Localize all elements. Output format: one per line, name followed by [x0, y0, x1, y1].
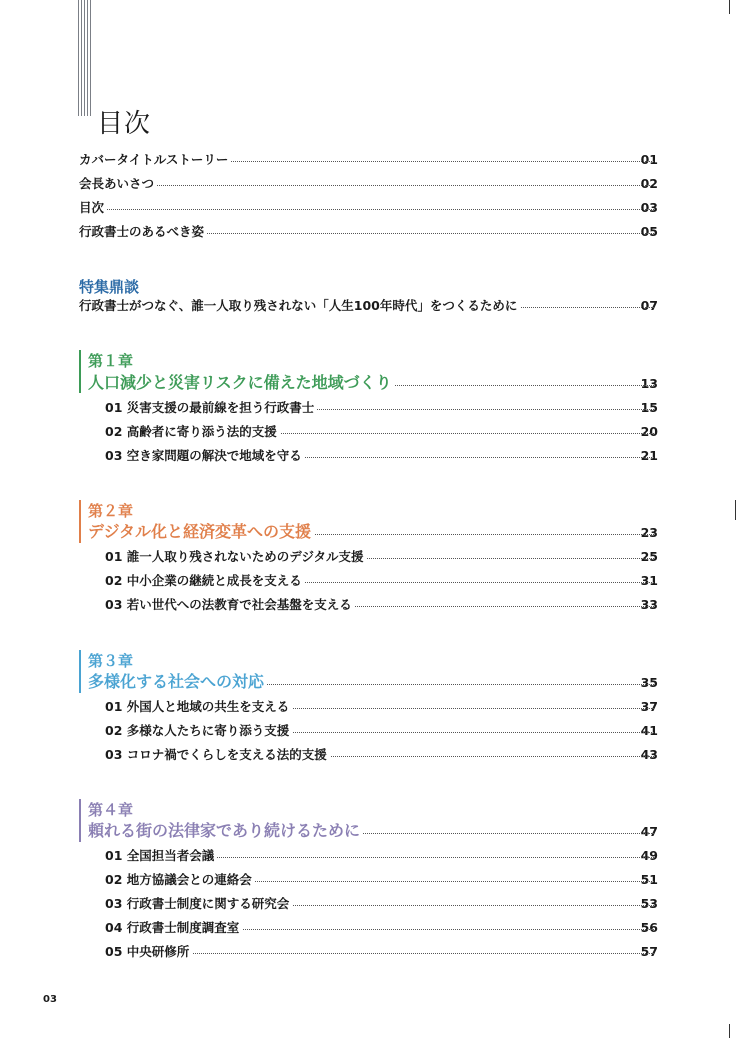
toc-entry-label: 02 多様な人たちに寄り添う支援: [105, 721, 292, 741]
special-heading: 特集鼎談: [79, 278, 140, 296]
toc-entry-label: 02 高齢者に寄り添う法的支援: [105, 422, 280, 442]
toc-entry[interactable]: [0, 422, 740, 442]
chapter-2-number: 第２章: [88, 502, 134, 520]
toc-entry-label: 03 空き家問題の解決で地域を守る: [105, 446, 305, 466]
toc-entry[interactable]: [0, 174, 740, 194]
header-decoration: [78, 0, 92, 116]
toc-entry[interactable]: [0, 150, 740, 170]
chapter-1-title: 人口減少と災害リスクに備えた地域づくり: [88, 372, 395, 394]
toc-entry-label: 01 外国人と地域の共生を支える: [105, 697, 292, 717]
toc-entry-page: 33: [640, 597, 658, 612]
toc-entry-page: 56: [640, 920, 658, 935]
toc-entry-page: 07: [640, 298, 658, 313]
toc-entry[interactable]: [0, 446, 740, 466]
toc-entry-page: 15: [640, 400, 658, 415]
toc-entry-page: 43: [640, 747, 658, 762]
toc-entry-page: 01: [640, 152, 658, 167]
toc-entry-page: 20: [640, 424, 658, 439]
chapter-1-heading[interactable]: [0, 372, 740, 394]
toc-entry[interactable]: [0, 846, 740, 866]
toc-entry-label: 01 全国担当者会議: [105, 846, 217, 866]
toc-entry[interactable]: [0, 547, 740, 567]
chapter-3-heading[interactable]: [0, 671, 740, 693]
toc-entry-label: カバータイトルストーリー: [79, 150, 231, 170]
dot-leader: [100, 209, 654, 210]
toc-entry[interactable]: [0, 870, 740, 890]
toc-entry-label: 02 地方協議会との連絡会: [105, 870, 255, 890]
chapter-2-title: デジタル化と経済変革への支援: [88, 521, 314, 543]
toc-entry[interactable]: [0, 697, 740, 717]
toc-entry[interactable]: [0, 942, 740, 962]
page-number: 03: [43, 994, 57, 1005]
toc-entry-page: 21: [640, 448, 658, 463]
page-title: 目次: [97, 109, 152, 140]
toc-entry-page: 57: [640, 944, 658, 959]
toc-entry-page: 25: [640, 549, 658, 564]
toc-entry-page: 31: [640, 573, 658, 588]
chapter-4-title: 頼れる街の法律家であり続けるために: [88, 820, 363, 842]
toc-entry-page: 05: [640, 224, 658, 239]
toc-entry-label: 03 若い世代への法教育で社会基盤を支える: [105, 595, 355, 615]
toc-entry-page: 23: [640, 525, 658, 540]
toc-entry-page: 53: [640, 896, 658, 911]
toc-entry-page: 35: [640, 675, 658, 690]
toc-entry[interactable]: [0, 398, 740, 418]
toc-entry-page: 47: [640, 824, 658, 839]
toc-entry-label: 目次: [79, 198, 107, 218]
toc-entry-label: 03 行政書士制度に関する研究会: [105, 894, 292, 914]
chapter-2-heading[interactable]: [0, 521, 740, 543]
toc-entry[interactable]: [0, 745, 740, 765]
toc-entry-label: 03 コロナ禍でくらしを支える法的支援: [105, 745, 330, 765]
toc-entry-page: 02: [640, 176, 658, 191]
toc-entry-label: 行政書士がつなぐ、誰一人取り残されない「人生100年時代」をつくるために: [79, 296, 520, 316]
toc-entry-label: 会長あいさつ: [79, 174, 157, 194]
chapter-4-number: 第４章: [88, 801, 134, 819]
chapter-4-heading[interactable]: [0, 820, 740, 842]
toc-entry-page: 41: [640, 723, 658, 738]
crop-mark: [735, 500, 736, 520]
crop-mark: [729, 1024, 730, 1038]
toc-entry-label: 01 誰一人取り残されないためのデジタル支援: [105, 547, 367, 567]
crop-mark: [729, 0, 730, 14]
chapter-3-title: 多様化する社会への対応: [88, 671, 267, 693]
toc-entry[interactable]: [0, 918, 740, 938]
toc-entry-page: 49: [640, 848, 658, 863]
toc-entry-page: 51: [640, 872, 658, 887]
toc-entry-page: 13: [640, 376, 658, 391]
toc-entry[interactable]: [0, 222, 740, 242]
toc-entry[interactable]: [0, 296, 740, 316]
chapter-3-number: 第３章: [88, 652, 134, 670]
dot-leader: [100, 185, 654, 186]
toc-entry-page: 03: [640, 200, 658, 215]
dot-leader: [120, 953, 654, 954]
toc-entry-label: 01 災害支援の最前線を担う行政書士: [105, 398, 317, 418]
toc-entry-label: 04 行政書士制度調査室: [105, 918, 242, 938]
toc-entry[interactable]: [0, 721, 740, 741]
toc-entry-label: 02 中小企業の継続と成長を支える: [105, 571, 305, 591]
toc-entry-page: 37: [640, 699, 658, 714]
toc-entry[interactable]: [0, 571, 740, 591]
chapter-1-number: 第１章: [88, 352, 134, 370]
toc-entry[interactable]: [0, 595, 740, 615]
toc-entry[interactable]: [0, 894, 740, 914]
toc-entry-label: 行政書士のあるべき姿: [79, 222, 207, 242]
toc-entry[interactable]: [0, 198, 740, 218]
toc-entry-label: 05 中央研修所: [105, 942, 192, 962]
